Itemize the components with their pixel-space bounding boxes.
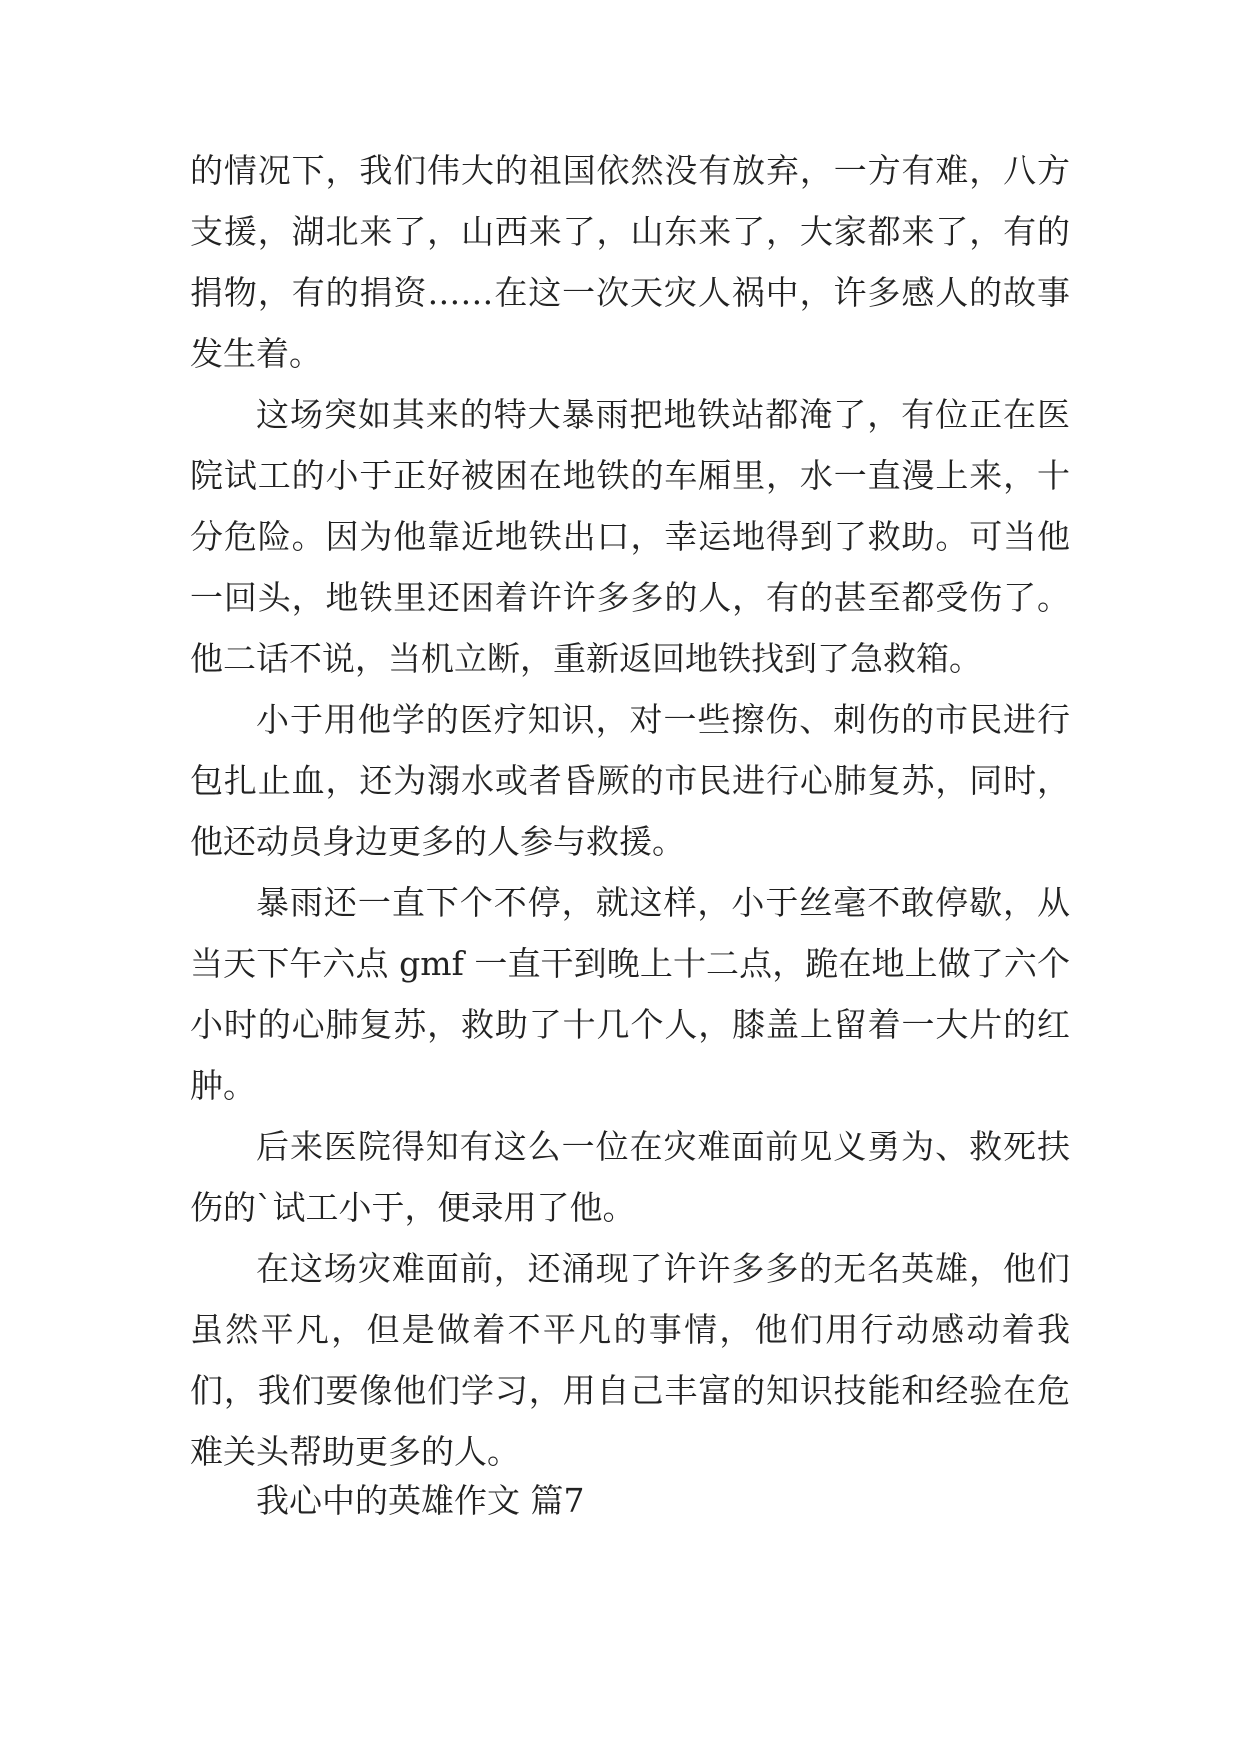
paragraph-4: 暴雨还一直下个不停，就这样，小于丝毫不敢停歇，从当天下午六点 gmf 一直干到晚上十二点，跪在地上做了六个小时的心肺复苏，救助了十几个人，膝盖上留着一大片的红肿。 <box>190 883 1070 1105</box>
document-page <box>190 140 1070 1520</box>
section-heading: 我心中的英雄作文 篇7 <box>256 1481 585 1520</box>
paragraph-6: 在这场灾难面前，还涌现了许许多多的无名英雄，他们虽然平凡，但是做着不平凡的事情，他们用行动感动着我们，我们要像他们学习，用自己丰富的知识技能和经验在危难关头帮助更多的人。 <box>190 1249 1070 1471</box>
paragraph-1: 的情况下，我们伟大的祖国依然没有放弃，一方有难，八方支援，湖北来了，山西来了，山东来了，大家都来了，有的捐物，有的捐资……在这一次天灾人祸中，许多感人的故事发生着。 <box>190 151 1070 373</box>
paragraph-5: 后来医院得知有这么一位在灾难面前见义勇为、救死扶伤的`试工小于，便录用了他。 <box>190 1127 1070 1227</box>
paragraph-3: 小于用他学的医疗知识，对一些擦伤、刺伤的市民进行包扎止血，还为溺水或者昏厥的市民进行心肺复苏，同时，他还动员身边更多的人参与救援。 <box>190 700 1070 861</box>
paragraph-2: 这场突如其来的特大暴雨把地铁站都淹了，有位正在医院试工的小于正好被困在地铁的车厢里，水一直漫上来，十分危险。因为他靠近地铁出口，幸运地得到了救助。可当他一回头，地铁里还困着许许多多的人，有的甚至都受伤了。他二话不说，当机立断，重新返回地铁找到了急救箱。 <box>190 395 1070 678</box>
